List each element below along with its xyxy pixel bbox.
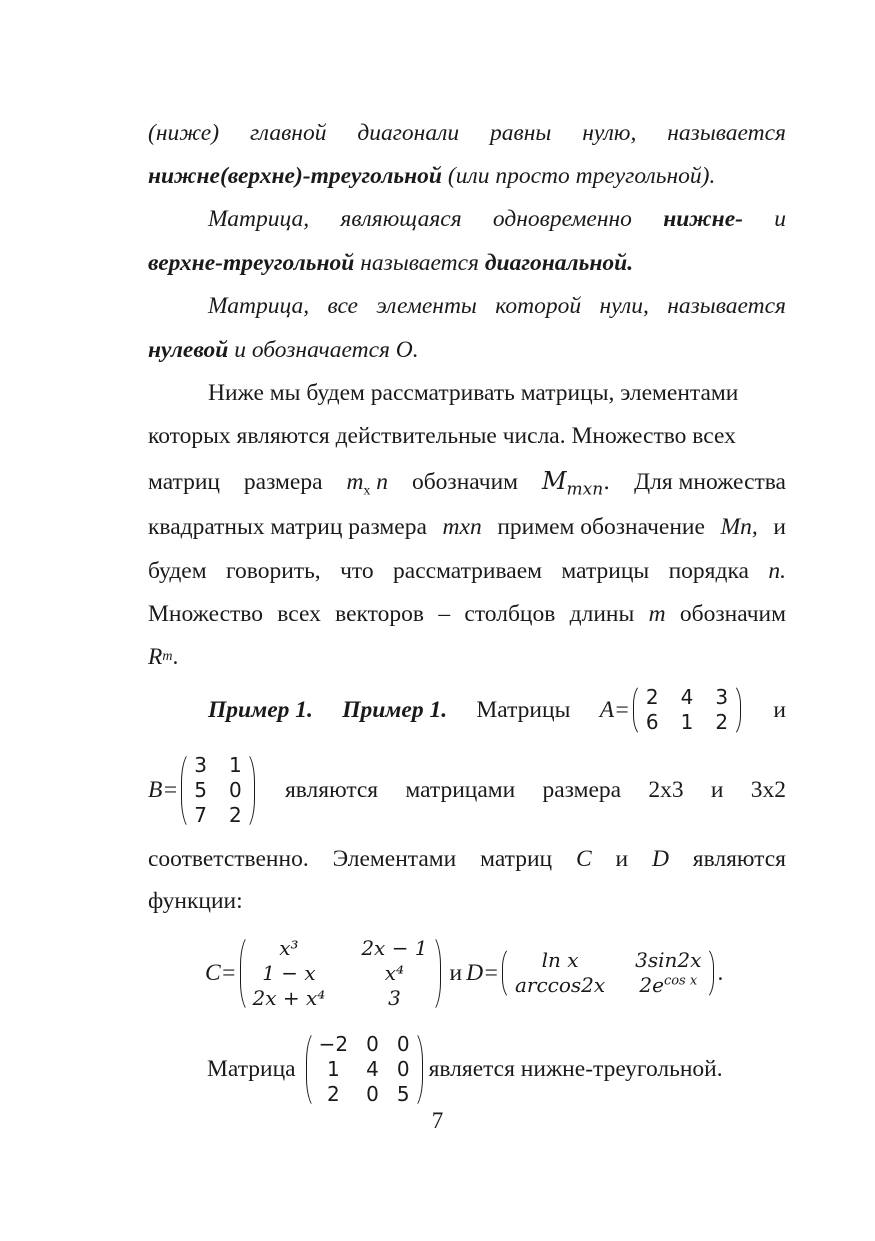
matrix-cell: 4: [680, 685, 694, 709]
matrix-cell: 0: [396, 1056, 410, 1081]
word: говорить,: [226, 558, 321, 584]
word: все: [327, 293, 358, 319]
size-3x2: 3x2: [750, 777, 786, 803]
matrix-cell: 0: [396, 1031, 410, 1056]
word: Элементами: [332, 846, 457, 872]
word: обозначим: [679, 601, 786, 627]
word: соответственно.: [148, 846, 309, 872]
sub-mxn: mxn: [566, 479, 604, 500]
matrix-cell: 1 − x: [262, 960, 316, 985]
word: и: [710, 777, 724, 803]
matrix-cell: 2: [326, 1081, 340, 1106]
left-paren: [181, 751, 192, 830]
dim-mxn: mxn: [442, 514, 482, 540]
text: которых являются действительные числа. Множество всех: [148, 423, 736, 449]
matrix-A-group: [600, 683, 744, 737]
right-paren: [412, 1030, 423, 1109]
example-line2: [148, 747, 786, 833]
set-M-mxn: [542, 466, 610, 498]
word: и: [449, 960, 463, 986]
matrix-cell: 5: [194, 777, 207, 802]
right-paren: [430, 934, 441, 1013]
word: обозначим: [411, 469, 519, 495]
matrix-cell: 7: [194, 802, 207, 827]
matrix-B: [181, 751, 254, 830]
matrix-cell: arccos2x: [514, 973, 606, 997]
left-paren: [502, 946, 513, 1000]
word: будем: [148, 558, 207, 584]
right-paren: [244, 751, 255, 830]
times-x: x: [363, 483, 371, 499]
matrix-cell: ln x: [541, 948, 579, 972]
word: порядка: [668, 558, 749, 584]
word: называется: [667, 120, 786, 146]
matrix-cell: 0: [366, 1081, 379, 1106]
dim-mxn: [346, 467, 388, 497]
p4-line7: R m .: [148, 644, 179, 670]
p2-line1: [208, 204, 786, 234]
label-A: A=: [599, 697, 630, 723]
left-paren: [633, 683, 644, 737]
matrix-cell: 0: [366, 1031, 379, 1056]
matrix-cell: x⁴: [384, 960, 405, 985]
matrix-L-grid: [317, 1030, 412, 1109]
word: длины: [569, 601, 635, 627]
size-2x3: 2x3: [648, 777, 684, 803]
label-D: D=: [466, 960, 499, 986]
exp-base: 2e: [639, 973, 664, 997]
right-paren: [703, 946, 714, 1000]
right-paren: [730, 683, 741, 737]
word: (ниже): [148, 120, 220, 146]
text: является нижне-треугольной.: [428, 1056, 723, 1082]
word: главной: [249, 120, 327, 146]
matrix-lower-triangular: [306, 1030, 423, 1109]
word: всех: [277, 601, 321, 627]
set-Mn: Mn,: [720, 514, 758, 540]
matrix-cell: 1: [680, 710, 694, 734]
matrix-cell: 0: [228, 777, 242, 802]
word: матриц: [148, 469, 220, 495]
word: элементы: [376, 293, 477, 319]
text: (или просто треугольной).: [447, 163, 716, 189]
matrix-C: [240, 934, 441, 1013]
matrix-cell: 3: [715, 685, 729, 709]
word: которой: [495, 293, 582, 319]
word: матриц: [480, 846, 553, 872]
matrix-cell: 5: [396, 1081, 410, 1106]
var-D: D: [651, 846, 669, 872]
example-line3: [148, 844, 786, 874]
matrix-B-group: [148, 751, 258, 830]
matrix-C-grid: [251, 934, 430, 1013]
word: и: [615, 846, 629, 872]
var-n: n.: [768, 558, 786, 584]
p4-line2: [148, 421, 786, 451]
matrix-cell: 1: [228, 752, 242, 777]
matrix-cell: 2x + x⁴: [252, 985, 326, 1010]
term-lower: нижне-: [663, 206, 743, 232]
word: нули,: [599, 293, 649, 319]
example-line1: [208, 682, 786, 738]
matrix-cell: 2: [228, 802, 242, 827]
var-C: C: [575, 846, 592, 872]
label-C: C=: [205, 960, 237, 986]
word: матрицы: [561, 558, 650, 584]
matrix-cell: 3sin2x: [635, 948, 702, 972]
p3-line1: [208, 291, 786, 321]
text: Ниже мы будем рассматривать матрицы, элементами: [208, 380, 739, 406]
term-upper-triangular: верхне-треугольной: [148, 250, 355, 276]
matrix-cell: 2: [645, 685, 659, 709]
exp-power: cos x: [663, 973, 698, 989]
word: называется: [667, 293, 786, 319]
matrix-cell: 3: [194, 752, 207, 777]
word: являются: [692, 846, 786, 872]
word: диагонали: [357, 120, 460, 146]
p4-line5: [148, 556, 786, 586]
text: и обозначается O.: [234, 337, 419, 363]
example-title: Пример 1.: [208, 697, 313, 723]
word: являются: [284, 777, 379, 803]
word: размера: [243, 469, 323, 495]
label-B: B=: [148, 777, 179, 803]
word: рассматриваем: [393, 558, 543, 584]
matrices-C-D: [205, 930, 765, 1016]
p1-line2: [148, 161, 786, 191]
matrix-cell: 6: [645, 710, 659, 734]
text: функции:: [148, 888, 243, 914]
word: столбцов: [464, 601, 556, 627]
p4-line1: [208, 378, 786, 408]
term-triangular: нижне(верхне)-треугольной: [148, 163, 442, 189]
word: Матрица: [207, 1056, 296, 1082]
matrix-cell: x³: [279, 935, 299, 960]
word: Матрицы: [476, 697, 571, 723]
matrix-cell: [635, 973, 701, 998]
dot: .: [717, 960, 724, 986]
var-m: m: [346, 469, 364, 495]
word: Множество: [148, 601, 263, 627]
matrix-A-grid: [644, 683, 730, 737]
left-paren: [306, 1030, 317, 1109]
text: примем обозначение: [497, 514, 705, 540]
dot: .: [603, 470, 611, 495]
word: равны: [490, 120, 552, 146]
matrix-cell: 3: [388, 985, 401, 1010]
page-number: 7: [431, 1108, 444, 1133]
word: одновременно: [492, 206, 632, 232]
var-n: n: [376, 469, 389, 495]
word: матрицами: [405, 777, 516, 803]
word: размера: [542, 777, 622, 803]
word: векторов: [335, 601, 424, 627]
text: называется: [360, 250, 479, 276]
text: Для множества: [634, 469, 786, 495]
matrix-cell: 2: [715, 710, 729, 734]
example-title-repeat: Пример 1.: [342, 697, 448, 723]
matrix-D: [502, 946, 714, 1000]
word: и: [773, 697, 786, 723]
term-zero: нулевой: [148, 337, 229, 363]
var-M: M: [541, 467, 567, 495]
word: и: [773, 514, 786, 540]
word: Матрица,: [208, 293, 310, 319]
p3-line2: [148, 335, 786, 365]
word: являющаяся: [340, 206, 462, 232]
matrix-A: [633, 683, 741, 737]
word: что: [340, 558, 374, 584]
matrix-B-grid: [192, 751, 243, 830]
example-line4: [148, 886, 786, 916]
set-R: R: [148, 644, 163, 670]
matrix-cell: 4: [366, 1056, 379, 1081]
matrix-cell: 1: [326, 1056, 340, 1081]
example-last-line: [207, 1026, 787, 1112]
left-paren: [240, 934, 251, 1013]
word: Матрица,: [208, 206, 310, 232]
word: и: [774, 206, 786, 232]
matrix-cell: 2x − 1: [361, 935, 428, 960]
p4-line4: [148, 512, 786, 542]
matrix-D-grid: [513, 946, 703, 1000]
word: нулю,: [582, 120, 637, 146]
word: –: [438, 601, 451, 627]
var-m: m: [648, 601, 666, 627]
p2-line2: [148, 248, 786, 278]
p4-line3: [148, 466, 786, 498]
dot: .: [172, 644, 179, 670]
text: квадратных матриц размера: [148, 514, 427, 540]
p1-line1: [148, 118, 786, 148]
p4-line6: [148, 599, 786, 629]
matrix-cell: −2: [318, 1031, 349, 1056]
term-diagonal: диагональной.: [484, 250, 634, 276]
